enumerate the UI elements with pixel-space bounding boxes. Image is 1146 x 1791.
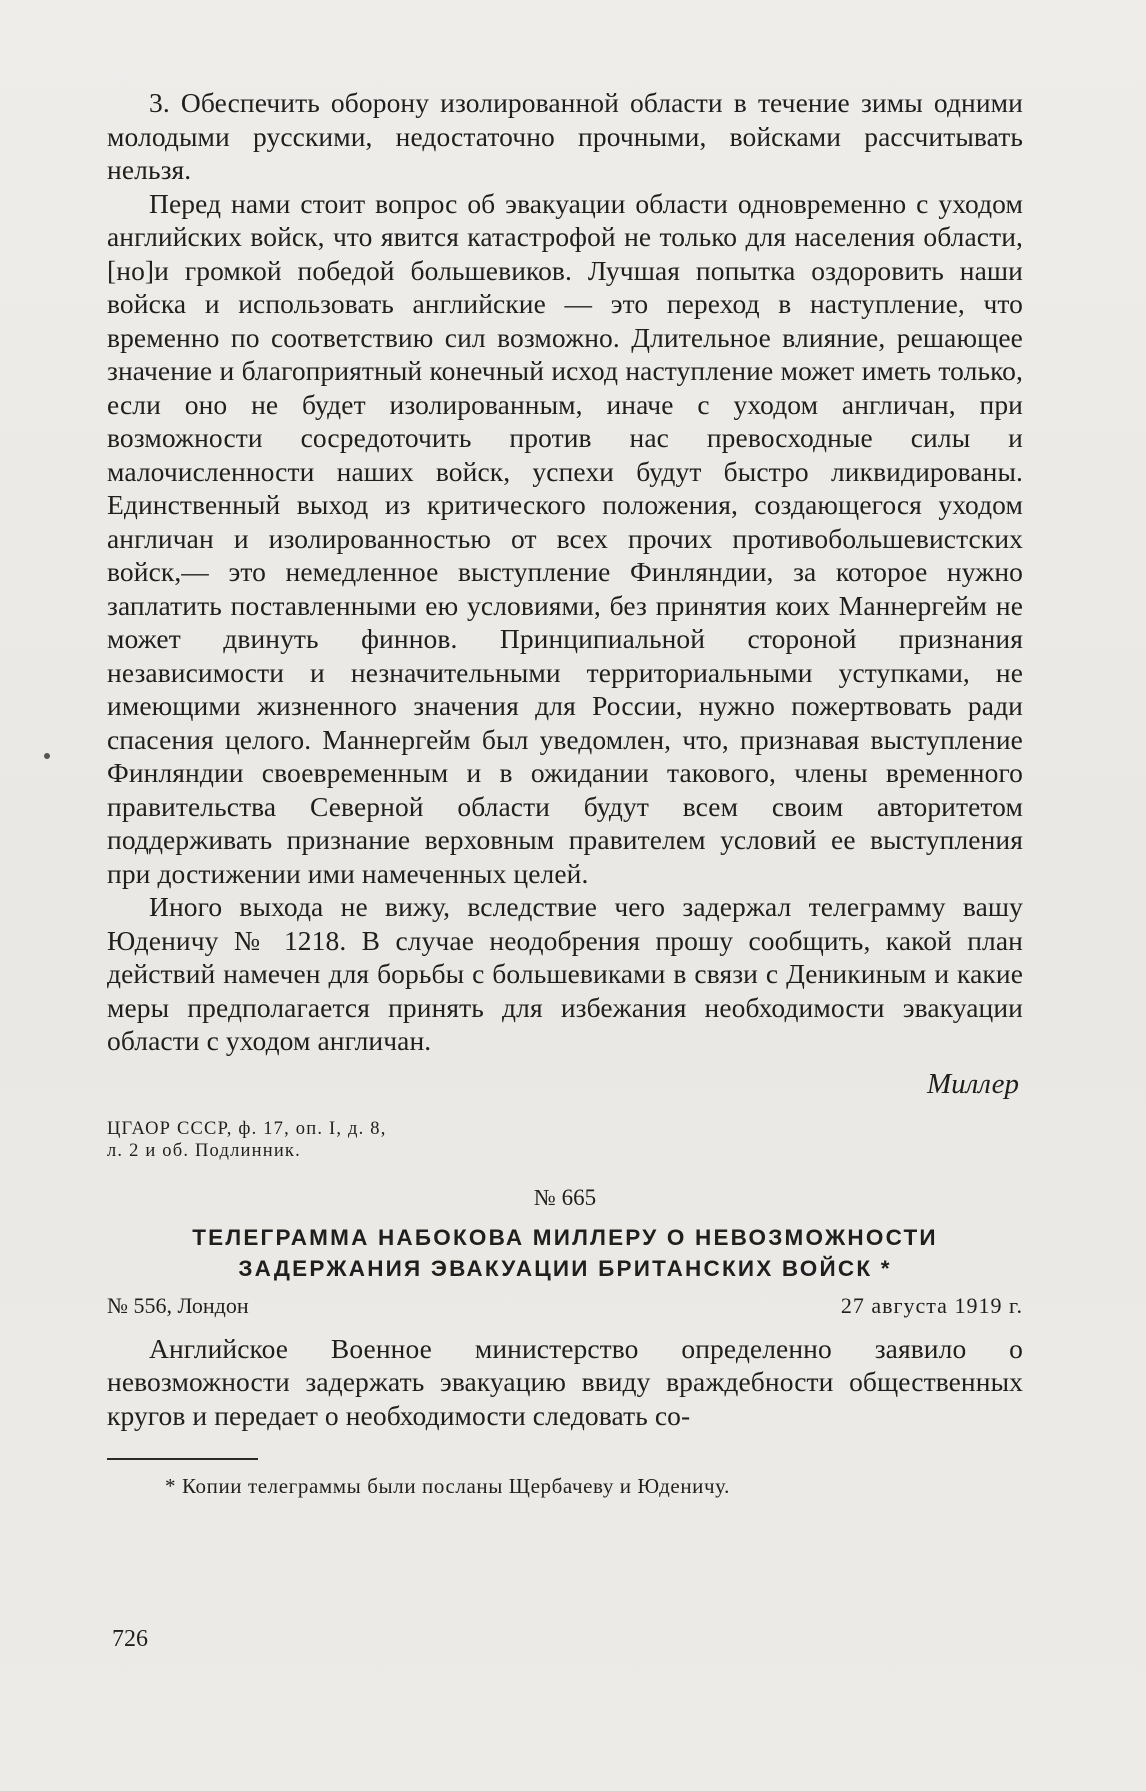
page-number: 726 — [112, 1626, 148, 1652]
document-number: № 665 — [533, 1184, 597, 1210]
paragraph-1: 3. Обеспечить оборону изолированной области в течение зимы одними молодыми русскими, недостаточно прочными, войсками рассчитывать нельзя. — [107, 87, 1023, 185]
document-reference: № 556, Лондон — [107, 1292, 249, 1318]
paragraph-3: Иного выхода не вижу, вследствие чего задержал телеграмму вашу Юденичу № 1218. В случае неодобрения прошу сообщить, какой план действий намечен для борьбы с большевиками в связи с Деникиным и какие меры предполагается принять для избежания необходимости эвакуации области с уходом англичан. — [107, 891, 1023, 1056]
margin-mark — [44, 753, 50, 759]
archive-reference — [107, 1118, 1023, 1162]
footnote-divider — [107, 1458, 258, 1460]
document-title — [107, 1222, 1023, 1284]
archive-line-2: л. 2 и об. Подлинник. — [107, 1140, 301, 1161]
document-title-line-2: ЗАДЕРЖАНИЯ ЭВАКУАЦИИ БРИТАНСКИХ ВОЙСК * — [238, 1255, 892, 1281]
document-body: Английское Военное министерство определенно заявило о невозможности задержать эвакуацию ввиду враждебности общественных кругов и передает о необходимости следовать со- — [107, 1332, 1023, 1431]
document-date: 27 августа 1919 г. — [840, 1292, 1023, 1318]
paragraph-2: Перед нами стоит вопрос об эвакуации области одновременно с уходом английских войск, что явится катастрофой не только для населения области, [но]и громкой победой большевиков. Лучшая попытка оздоровить наши войска и использовать английские — это переход в наступление, что временно по соответствию сил возможно. Длительное влияние, решающее значение и благоприятный конечный исход наступление может иметь только, если оно не будет изолированным, иначе с уходом англичан, при возможности сосредоточить против нас превосходные силы и малочисленности наших войск, успехи будут быстро ликвидированы. Единственный выход из критического положения, создающегося уходом англичан и изолированностью от всех прочих противобольшевистских войск,— это немедленное выступление Финляндии, за которое нужно заплатить поставленными ею условиями, без принятия коих Маннергейм не может двинуть финнов. Принципиальной стороной признания независимости и незначительными территориальными уступками, не имеющими жизненного значения для России, нужно пожертвовать ради спасения целого. Маннергейм был уведомлен, что, признавая выступление Финляндии своевременным и в ожидании такового, члены временного правительства Северной области будут всем своим авторитетом поддерживать признание верховным правителем условий ее выступления при достижении ими намеченных целей. — [107, 187, 1023, 889]
signature: Миллер — [926, 1067, 1019, 1100]
document-title-line-1: ТЕЛЕГРАММА НАБОКОВА МИЛЛЕРУ О НЕВОЗМОЖНОСТИ — [192, 1224, 938, 1250]
footnote: * Копии телеграммы были посланы Щербачеву и Юденичу. — [165, 1474, 731, 1498]
document-meta — [107, 1292, 1023, 1320]
archive-line-1: ЦГАОР СССР, ф. 17, оп. I, д. 8, — [107, 1118, 387, 1139]
page-content — [107, 86, 1023, 1500]
